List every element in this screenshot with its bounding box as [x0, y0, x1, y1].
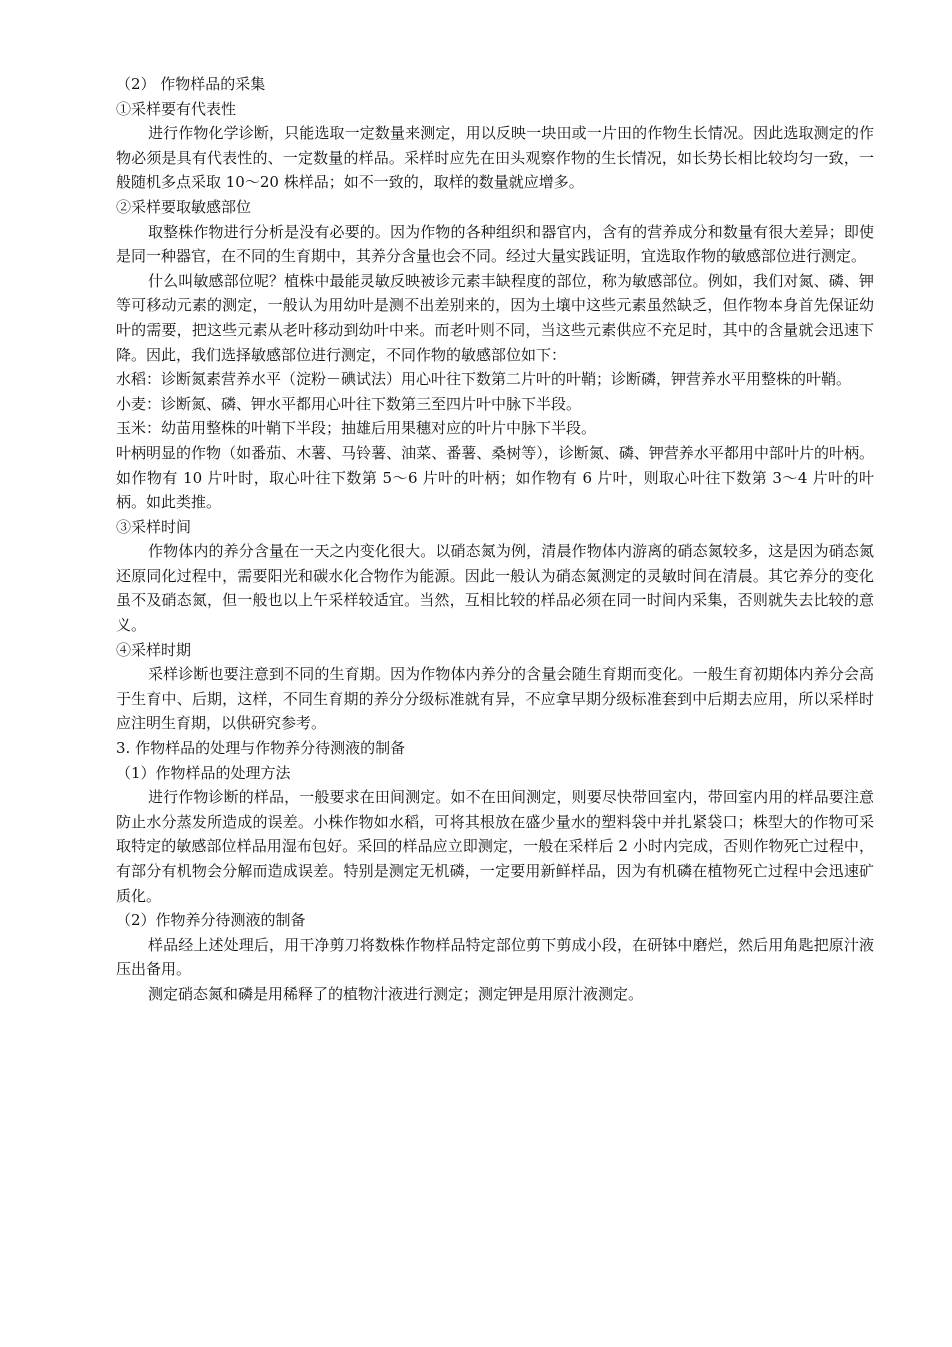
- paragraph-sampling-period: 采样诊断也要注意到不同的生育期。因为作物体内养分的含量会随生育期而变化。一般生育初期体内养分会高于生育中、后期，这样，不同生育期的养分分级标准就有异，不应拿早期分级标准套到中后期去应用，所以采样时应注明生育期，以供研究参考。: [116, 665, 874, 733]
- paragraph-whole-plant: 取整株作物进行分析是没有必要的。因为作物的各种组织和器官内，含有的营养成分和数量有很大差异；即使是同一种器官，在不同的生育期中，其养分含量也会不同。经过大量实践证明，宜选取作物的敏感部位进行测定。: [116, 222, 874, 266]
- paragraph-solution-prep: 样品经上述处理后，用干净剪刀将数株作物样品特定部位剪下剪成小段，在研钵中磨烂，然后用角匙把原汁液压出备用。: [116, 935, 874, 979]
- subheading-sensitive-part: ②采样要取敏感部位: [116, 197, 252, 216]
- paragraph-representative: 进行作物化学诊断，只能选取一定数量来测定，用以反映一块田或一片田的作物生长情况。因此选取测定的作物必须是具有代表性的、一定数量的样品。采样时应先在田头观察作物的生长情况，如长势长相比较均匀一致，一般随机多点采取 10～20 株样品；如不一致的，取样的数量就应增多。: [116, 124, 874, 192]
- paragraph-sampling-time: 作物体内的养分含量在一天之内变化很大。以硝态氮为例，清晨作物体内游离的硝态氮较多，这是因为硝态氮还原同化过程中，需要阳光和碳水化合物作为能源。因此一般认为硝态氮测定的灵敏时间在清晨。其它养分的变化虽不及硝态氮，但一般也以上午采样较适宜。当然，互相比较的样品必须在同一时间内采集，否则就失去比较的意义。: [116, 542, 874, 635]
- paragraph-measurement: 测定硝态氮和磷是用稀释了的植物汁液进行测定；测定钾是用原汁液测定。: [148, 984, 644, 1003]
- paragraph-processing-method: 进行作物诊断的样品，一般要求在田间测定。如不在田间测定，则要尽快带回室内，带回室内用的样品要注意防止水分蒸发所造成的误差。小株作物如水稻，可将其根放在盛少量水的塑料袋中并扎紧袋口；株型大的作物可采取特定的敏感部位样品用湿布包好。采回的样品应立即测定，一般在采样后 2 小时内完成，否则作物死亡过程中，有部分有机物会分解而造成误差。特别是测定无机磷，一定要用新鲜样品，因为有机磷在植物死亡过程中会迅速矿质化。: [116, 788, 874, 905]
- paragraph-petiole-crops: 叶柄明显的作物（如番茄、木薯、马铃薯、油菜、番薯、桑树等），诊断氮、磷、钾营养水平都用中部叶片的叶柄。如作物有 10 片叶时，取心叶往下数第 5～6 片叶的叶柄；如作物有 6 片叶，则取心叶往下数第 3～4 片叶的叶柄。如此类推。: [116, 443, 874, 512]
- subheading-sampling-period: ④采样时期: [116, 640, 192, 659]
- paragraph-wheat: 小麦：诊断氮、磷、钾水平都用心叶往下数第三至四片叶中脉下半段。: [116, 394, 582, 413]
- subheading-representative: ①采样要有代表性: [116, 99, 237, 118]
- subheading-solution-prep: （2）作物养分待测液的制备: [116, 911, 306, 930]
- paragraph-sensitive-definition: 什么叫敏感部位呢？植株中最能灵敏反映被诊元素丰缺程度的部位，称为敏感部位。例如，我们对氮、磷、钾等可移动元素的测定，一般认为用幼叶是测不出差别来的，因为土壤中这些元素虽然缺乏，但作物本身首先保证幼叶的需要，把这些元素从老叶移动到幼叶中来。而老叶则不同，当这些元素供应不充足时，其中的含量就会迅速下降。因此，我们选择敏感部位进行测定，不同作物的敏感部位如下：: [116, 271, 874, 364]
- section-heading-sample-collection: （2） 作物样品的采集: [116, 75, 266, 93]
- paragraph-rice: 水稻：诊断氮素营养水平（淀粉－碘试法）用心叶往下数第二片叶的叶鞘；诊断磷，钾营养水平用整株的叶鞘。: [116, 370, 852, 389]
- document-page: [116, 72, 874, 1007]
- subheading-sampling-time: ③采样时间: [116, 517, 192, 536]
- paragraph-corn: 玉米：幼苗用整株的叶鞘下半段；抽雄后用果穗对应的叶片中脉下半段。: [116, 419, 597, 438]
- subheading-processing-method: （1）作物样品的处理方法: [116, 763, 291, 782]
- section-heading-processing: 3. 作物样品的处理与作物养分待测液的制备: [116, 739, 406, 758]
